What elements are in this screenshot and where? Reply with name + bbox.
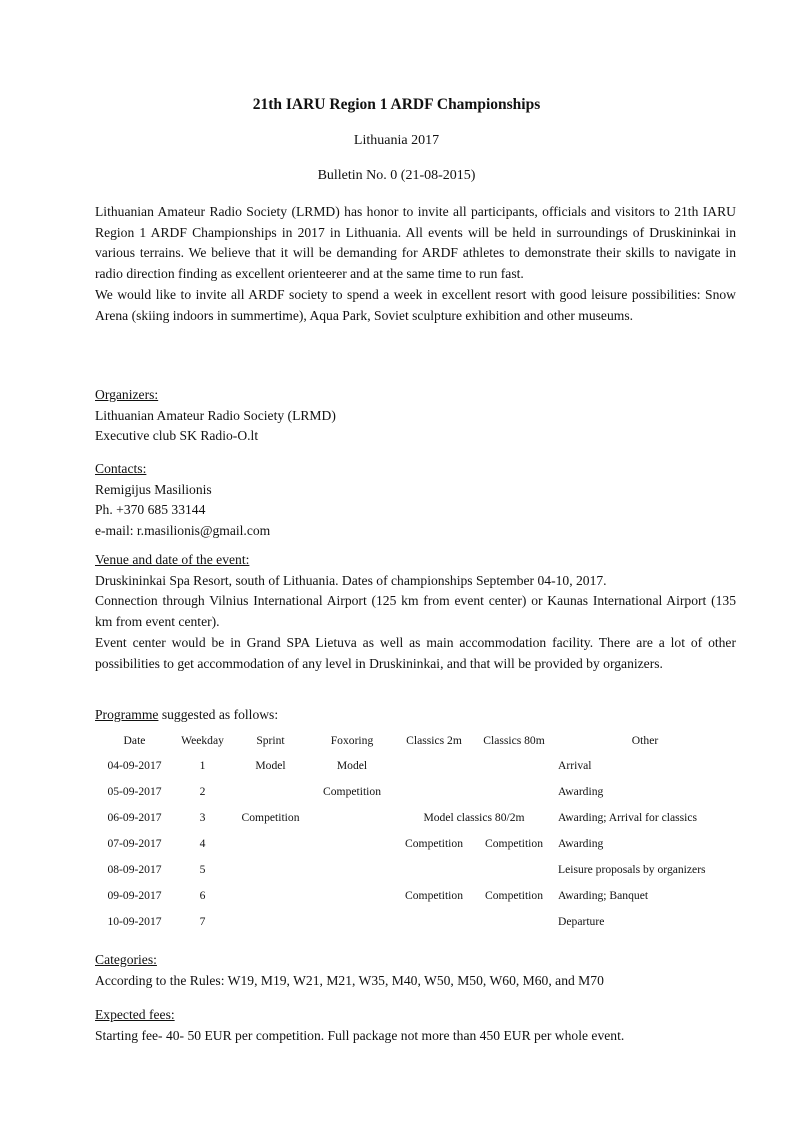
weekday-cell: 3 [199, 810, 206, 824]
weekday-cell: 7 [199, 914, 206, 928]
venue-paragraph: Event center would be in Grand SPA Lietuva as well as main accommodation facility. There are a lot of other possibilities to get accommodation of any level in Druskininkai, and that will be provided by organizers. [95, 634, 736, 671]
contact-email: e-mail: r.masilionis@gmail.com [95, 523, 271, 539]
other-cell: Leisure proposals by organizers [558, 862, 706, 876]
sprint-cell [231, 908, 310, 934]
fees-heading: Expected fees: [95, 1007, 175, 1022]
column-header: Classics 80m [483, 733, 545, 747]
foxoring-cell [310, 882, 394, 908]
foxoring-cell [310, 908, 394, 934]
column-header: Other [631, 733, 659, 747]
classics2m-cell [394, 752, 474, 778]
column-header: Weekday [181, 733, 224, 747]
categories-heading: Categories: [95, 952, 157, 967]
organizer-line: Executive club SK Radio-O.lt [95, 428, 259, 444]
weekday-cell: 5 [199, 862, 206, 876]
weekday-cell: 4 [199, 836, 206, 850]
table-row [95, 856, 736, 882]
programme-heading-rest: suggested as follows: [158, 707, 279, 722]
classics2m-cell: Competition [405, 888, 463, 902]
intro-section [95, 202, 736, 326]
foxoring-cell [310, 804, 394, 830]
sprint-cell [231, 830, 310, 856]
classics2m-cell [394, 908, 474, 934]
date-cell: 05-09-2017 [107, 784, 162, 798]
date-cell: 09-09-2017 [107, 888, 162, 902]
fees-text: Starting fee- 40- 50 EUR per competition. Full package not more than 450 EUR per whole event. [95, 1027, 625, 1043]
programme-table [95, 728, 736, 934]
table-row [95, 778, 736, 804]
foxoring-cell: Competition [323, 784, 381, 798]
other-cell: Awarding; Banquet [558, 888, 649, 902]
classics80m-cell [474, 778, 554, 804]
organizer-line: Lithuanian Amateur Radio Society (LRMD) [95, 407, 336, 423]
table-row [95, 830, 736, 856]
column-header: Date [123, 733, 146, 747]
sprint-cell: Model [255, 758, 286, 772]
page-title: 21th IARU Region 1 ARDF Championships [252, 96, 541, 113]
organizers-section [95, 385, 736, 447]
table-row [95, 882, 736, 908]
table-row [95, 752, 736, 778]
programme-heading [95, 705, 736, 726]
weekday-cell: 1 [199, 758, 206, 772]
contacts-section [95, 459, 736, 542]
foxoring-cell: Model [336, 758, 368, 772]
other-cell: Arrival [558, 758, 592, 772]
date-cell: 04-09-2017 [107, 758, 162, 772]
bulletin-number: Bulletin No. 0 (21-08-2015) [317, 168, 476, 183]
foxoring-cell [310, 856, 394, 882]
other-cell: Awarding; Arrival for classics [558, 810, 697, 824]
date-cell: 10-09-2017 [107, 914, 162, 928]
date-cell: 06-09-2017 [107, 810, 162, 824]
table-row [95, 908, 736, 934]
sprint-cell [231, 856, 310, 882]
contact-phone: Ph. +370 685 33144 [95, 502, 206, 518]
classics2m-cell [394, 778, 474, 804]
venue-heading: Venue and date of the event: [95, 552, 250, 567]
other-cell: Departure [558, 914, 605, 928]
sprint-cell [231, 778, 310, 804]
other-cell: Awarding [558, 836, 604, 850]
classics2m-cell: Competition [405, 836, 463, 850]
column-header: Classics 2m [406, 733, 462, 747]
weekday-cell: 2 [199, 784, 206, 798]
table-header-row [95, 728, 736, 752]
page-subtitle: Lithuania 2017 [353, 133, 440, 148]
contacts-heading: Contacts: [95, 461, 147, 476]
weekday-cell: 6 [199, 888, 206, 902]
organizers-heading: Organizers: [95, 387, 159, 402]
column-header: Foxoring [330, 733, 374, 747]
date-cell: 07-09-2017 [107, 836, 162, 850]
classics80m-cell [474, 856, 554, 882]
other-cell: Awarding [558, 784, 604, 798]
fees-section [95, 1005, 736, 1046]
intro-paragraph: Lithuanian Amateur Radio Society (LRMD) has honor to invite all participants, officials and visitors to 21th IARU Region 1 ARDF Championships in 2017 in Lithuania. All events will be held in surroundings of Druskininkai in various terrains. We believe that it will be demanding for ARDF athletes to demonstrate their skills to navigate in radio direction finding as excellent orienteerer and at the same time to run fast. [95, 204, 736, 282]
classics80m-cell: Competition [485, 836, 543, 850]
classics80m-cell: Competition [485, 888, 543, 902]
classics80m-cell [474, 908, 554, 934]
venue-paragraph: Druskininkai Spa Resort, south of Lithuania. Dates of championships September 04-10, 2017. [95, 572, 607, 588]
column-header: Sprint [256, 733, 285, 747]
classics80m-cell [474, 752, 554, 778]
venue-section [95, 550, 736, 674]
classics-merged-cell: Model classics 80/2m [423, 810, 525, 824]
foxoring-cell [310, 830, 394, 856]
sprint-cell [231, 882, 310, 908]
venue-paragraph: Connection through Vilnius International Airport (125 km from event center) or Kaunas International Airport (135 km from event center). [95, 593, 736, 630]
classics2m-cell [394, 856, 474, 882]
intro-paragraph: We would like to invite all ARDF society to spend a week in excellent resort with good leisure possibilities: Snow Arena (skiing indoors in summertime), Aqua Park, Soviet sculpture exhibition and other museums. [95, 286, 736, 323]
categories-section [95, 950, 736, 991]
date-cell: 08-09-2017 [107, 862, 162, 876]
categories-text: According to the Rules: W19, M19, W21, M21, W35, M40, W50, M50, W60, M60, and M70 [95, 972, 604, 988]
programme-heading-word: Programme [95, 707, 159, 722]
table-row [95, 804, 736, 830]
sprint-cell: Competition [241, 810, 300, 824]
contact-name: Remigijus Masilionis [95, 481, 212, 497]
